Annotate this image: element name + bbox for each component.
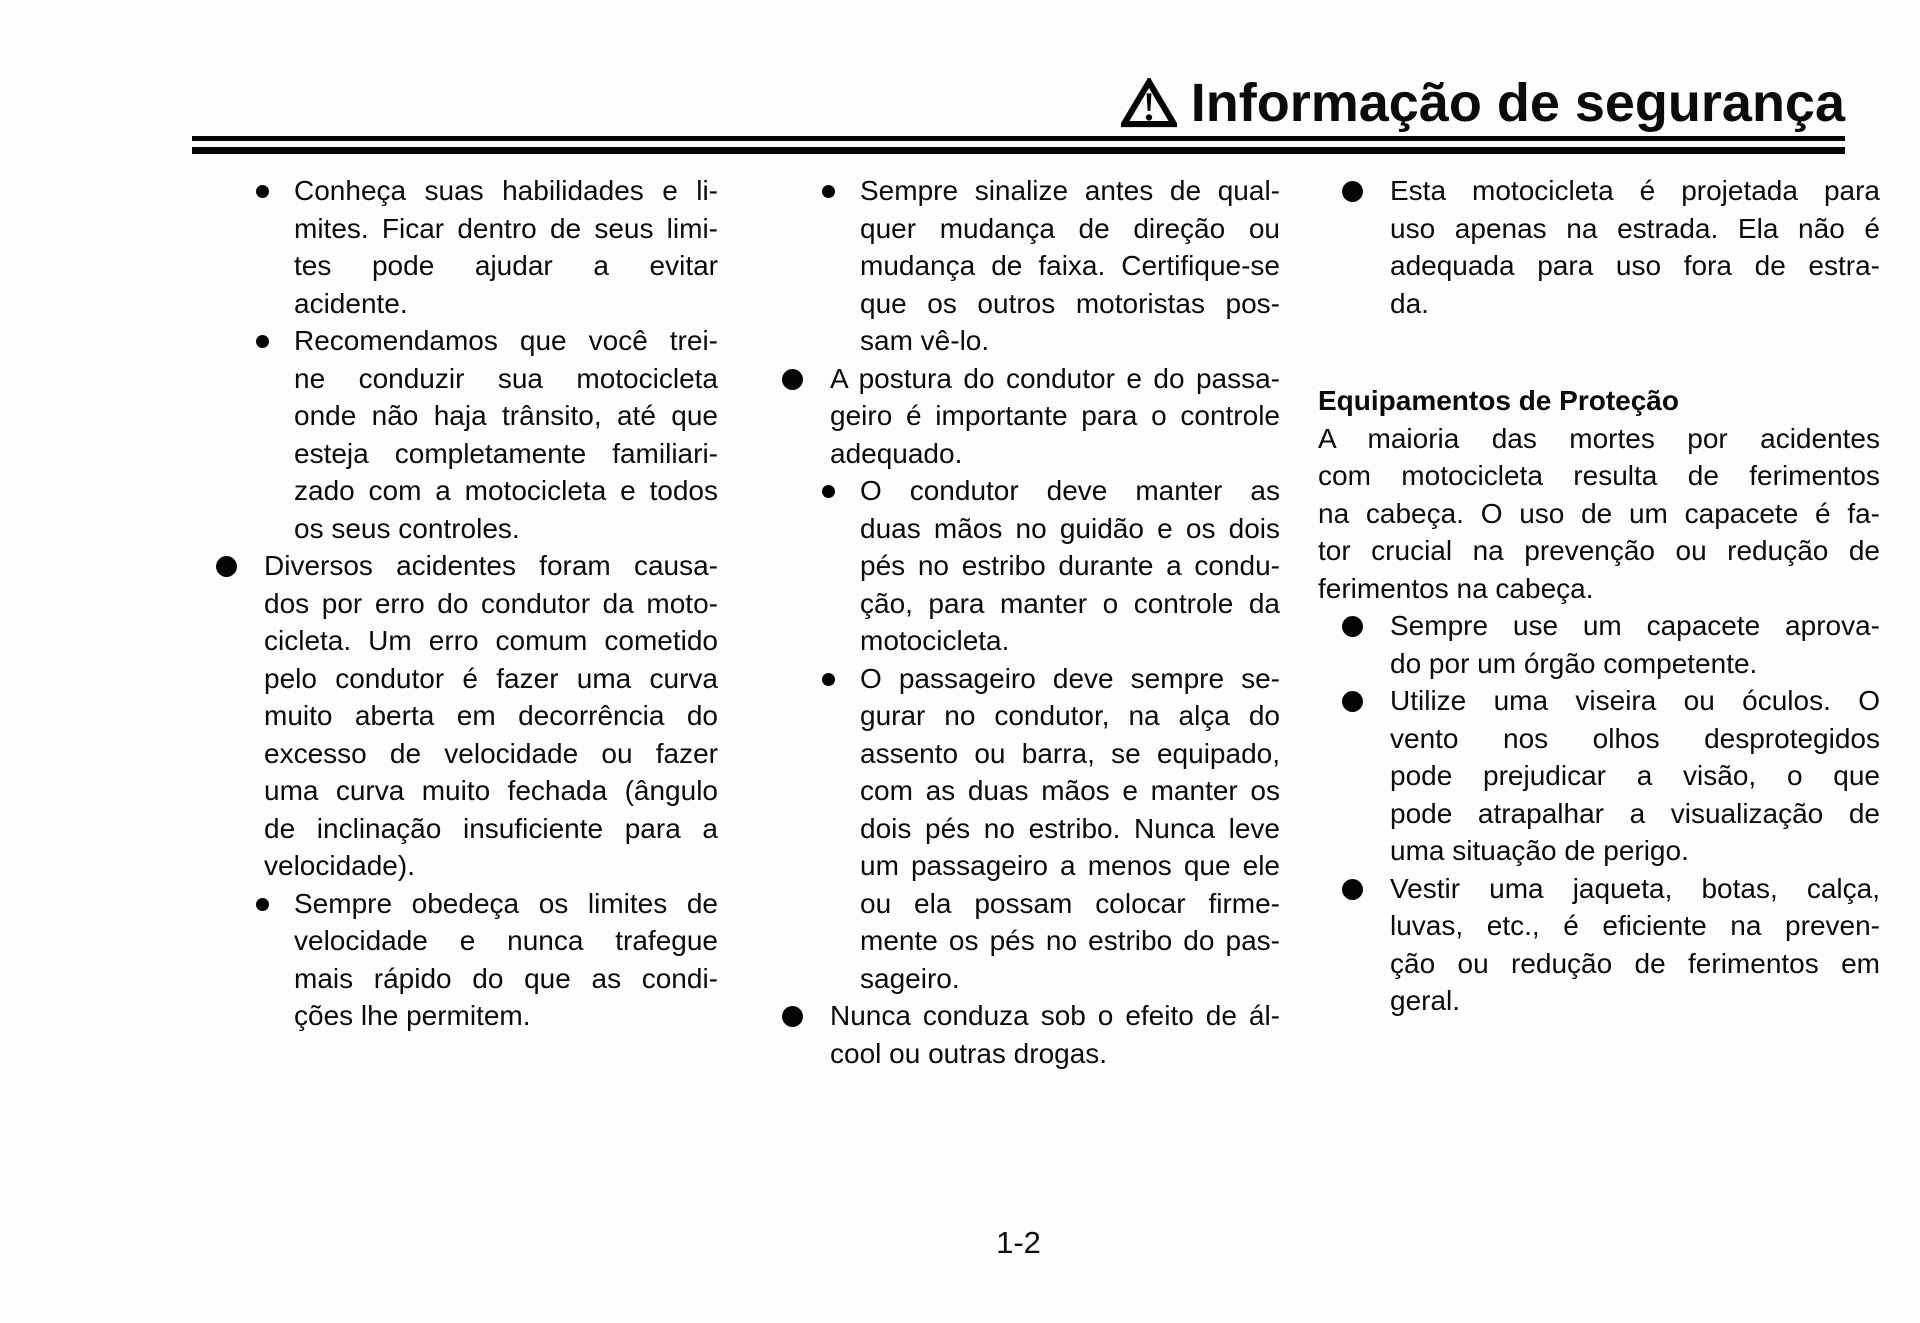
bullet-icon bbox=[782, 1006, 803, 1027]
list-item-text bbox=[860, 472, 1280, 660]
text-line: sam vê-lo. bbox=[860, 325, 990, 356]
text-line: velocidade). bbox=[264, 850, 415, 881]
text-line: uso apenas na estrada. Ela não é bbox=[1390, 212, 1880, 244]
list-item-text bbox=[294, 172, 718, 322]
bullet-icon bbox=[1342, 879, 1363, 900]
section-heading: Equipamentos de Proteção bbox=[1318, 385, 1679, 416]
text-line: vento nos olhos desprotegidos bbox=[1390, 722, 1880, 754]
text-line: luvas, etc., é eficiente na preven- bbox=[1390, 910, 1880, 941]
text-line: adequada para uso fora de estra- bbox=[1390, 250, 1880, 281]
text-line: gurar no condutor, na alça do bbox=[860, 700, 1280, 731]
text-line: esteja completamente familiari- bbox=[294, 437, 718, 469]
text-line: zado com a motocicleta e todos bbox=[294, 475, 718, 506]
text-line: de inclinação insuficiente para a bbox=[264, 812, 718, 844]
list-item-text bbox=[264, 547, 718, 885]
list-item-text bbox=[1390, 607, 1880, 682]
text-line: mites. Ficar dentro de seus limi- bbox=[294, 212, 718, 244]
list-item bbox=[758, 997, 1280, 1072]
list-item-text bbox=[830, 360, 1280, 473]
list-item-text bbox=[294, 322, 718, 547]
text-line: geral. bbox=[1390, 985, 1461, 1016]
text-line: Esta motocicleta é projetada para bbox=[1390, 175, 1880, 206]
list-item-text bbox=[1390, 172, 1880, 322]
text-line: Utilize uma viseira ou óculos. O bbox=[1390, 685, 1880, 716]
text-line: assento ou barra, se equipado, bbox=[860, 737, 1280, 769]
text-line: na cabeça. O uso de um capacete é fa- bbox=[1318, 497, 1880, 529]
text-line: pode prejudicar a visão, o que bbox=[1390, 760, 1880, 791]
text-line: com as duas mãos e manter os bbox=[860, 775, 1280, 806]
text-line: Vestir uma jaqueta, botas, calça, bbox=[1390, 872, 1880, 904]
text-line: sageiro. bbox=[860, 962, 960, 994]
text-line: tes pode ajudar a evitar bbox=[294, 250, 718, 281]
section-paragraph bbox=[1318, 420, 1880, 608]
text-line: mudança de faixa. Certifique-se bbox=[860, 250, 1280, 281]
list-item-text bbox=[294, 885, 718, 1035]
bullet-icon bbox=[1342, 181, 1363, 202]
header-rule-bottom bbox=[192, 147, 1845, 154]
list-item bbox=[192, 172, 718, 322]
text-line: A postura do condutor e do passa- bbox=[830, 362, 1280, 394]
text-line: motocicleta. bbox=[860, 625, 1010, 656]
text-line: que os outros motoristas pos- bbox=[860, 287, 1280, 319]
list-item bbox=[758, 172, 1280, 360]
list-item-text bbox=[860, 660, 1280, 998]
text-line: Sempre use um capacete aprova- bbox=[1390, 610, 1880, 641]
list-item bbox=[758, 660, 1280, 998]
text-line: da. bbox=[1390, 287, 1429, 319]
page-header bbox=[1121, 73, 1845, 133]
bullet-icon bbox=[822, 485, 835, 498]
text-line: dois pés no estribo. Nunca leve bbox=[860, 812, 1280, 844]
text-line: Conheça suas habilidades e li- bbox=[294, 175, 718, 206]
text-line: uma curva muito fechada (ângulo bbox=[264, 775, 718, 806]
list-item bbox=[1318, 172, 1880, 322]
text-line: quer mudança de direção ou bbox=[860, 212, 1280, 244]
text-line: Sempre sinalize antes de qual- bbox=[860, 175, 1280, 206]
text-line: tor crucial na prevenção ou redução de bbox=[1318, 535, 1880, 566]
text-line: dos por erro do condutor da moto- bbox=[264, 587, 718, 619]
list-item bbox=[192, 322, 718, 547]
list-item bbox=[758, 360, 1280, 473]
text-line: excesso de velocidade ou fazer bbox=[264, 737, 718, 769]
text-line: onde não haja trânsito, até que bbox=[294, 400, 718, 431]
text-line: mais rápido do que as condi- bbox=[294, 962, 718, 994]
text-line: ção, para manter o controle da bbox=[860, 587, 1280, 619]
list-item bbox=[192, 547, 718, 885]
text-line: um passageiro a menos que ele bbox=[860, 850, 1280, 881]
list-item-text bbox=[1390, 870, 1880, 1020]
page-number: 1-2 bbox=[996, 1225, 1041, 1260]
text-line: ne conduzir sua motocicleta bbox=[294, 362, 718, 394]
text-line: velocidade e nunca trafegue bbox=[294, 925, 718, 956]
text-line: duas mãos no guidão e os dois bbox=[860, 512, 1280, 544]
text-line: ou ela possam colocar firme- bbox=[860, 887, 1280, 919]
text-line: ção ou redução de ferimentos em bbox=[1390, 947, 1880, 979]
bullet-icon bbox=[216, 556, 237, 577]
text-column-1 bbox=[192, 172, 718, 1035]
list-item bbox=[192, 885, 718, 1035]
list-item bbox=[1318, 870, 1880, 1020]
text-line: pés no estribo durante a condu- bbox=[860, 550, 1280, 581]
warning-triangle-icon bbox=[1121, 78, 1177, 128]
text-line: Recomendamos que você trei- bbox=[294, 325, 718, 356]
text-line: A maioria das mortes por acidentes bbox=[1318, 422, 1880, 454]
text-line: O condutor deve manter as bbox=[860, 475, 1280, 506]
text-column-3 bbox=[1318, 172, 1880, 1020]
bullet-icon bbox=[822, 185, 835, 198]
bullet-icon bbox=[256, 335, 269, 348]
bullet-icon bbox=[822, 673, 835, 686]
text-line: pelo condutor é fazer uma curva bbox=[264, 662, 718, 694]
text-line: Nunca conduza sob o efeito de ál- bbox=[830, 1000, 1280, 1031]
text-line: os seus controles. bbox=[294, 512, 520, 544]
list-item-text bbox=[860, 172, 1280, 360]
list-item-text bbox=[830, 997, 1280, 1072]
text-line: mente os pés no estribo do pas- bbox=[860, 925, 1280, 956]
text-line: pode atrapalhar a visualização de bbox=[1390, 797, 1880, 829]
text-line: uma situação de perigo. bbox=[1390, 835, 1689, 866]
bullet-icon bbox=[256, 898, 269, 911]
bullet-icon bbox=[1342, 691, 1363, 712]
bullet-icon bbox=[256, 185, 269, 198]
bullet-icon bbox=[782, 369, 803, 390]
text-line: Diversos acidentes foram causa- bbox=[264, 550, 718, 581]
text-line: cool ou outras drogas. bbox=[830, 1037, 1108, 1069]
page-title: Informação de segurança bbox=[1190, 73, 1845, 133]
list-item bbox=[1318, 682, 1880, 870]
text-column-2 bbox=[758, 172, 1280, 1072]
text-line: com motocicleta resulta de ferimentos bbox=[1318, 460, 1880, 491]
list-item-text bbox=[1390, 682, 1880, 870]
bullet-icon bbox=[1342, 616, 1363, 637]
list-item bbox=[1318, 607, 1880, 682]
text-line: adequado. bbox=[830, 437, 963, 469]
text-line: ções lhe permitem. bbox=[294, 1000, 531, 1031]
text-line: do por um órgão competente. bbox=[1390, 647, 1758, 679]
text-line: O passageiro deve sempre se- bbox=[860, 662, 1280, 694]
text-line: ferimentos na cabeça. bbox=[1318, 572, 1594, 604]
text-line: Sempre obedeça os limites de bbox=[294, 887, 718, 919]
text-line: cicleta. Um erro comum cometido bbox=[264, 625, 718, 656]
header-rule-top bbox=[192, 136, 1845, 141]
text-line: geiro é importante para o controle bbox=[830, 400, 1280, 431]
list-item bbox=[758, 472, 1280, 660]
text-line: muito aberta em decorrência do bbox=[264, 700, 718, 731]
text-line: acidente. bbox=[294, 287, 408, 319]
